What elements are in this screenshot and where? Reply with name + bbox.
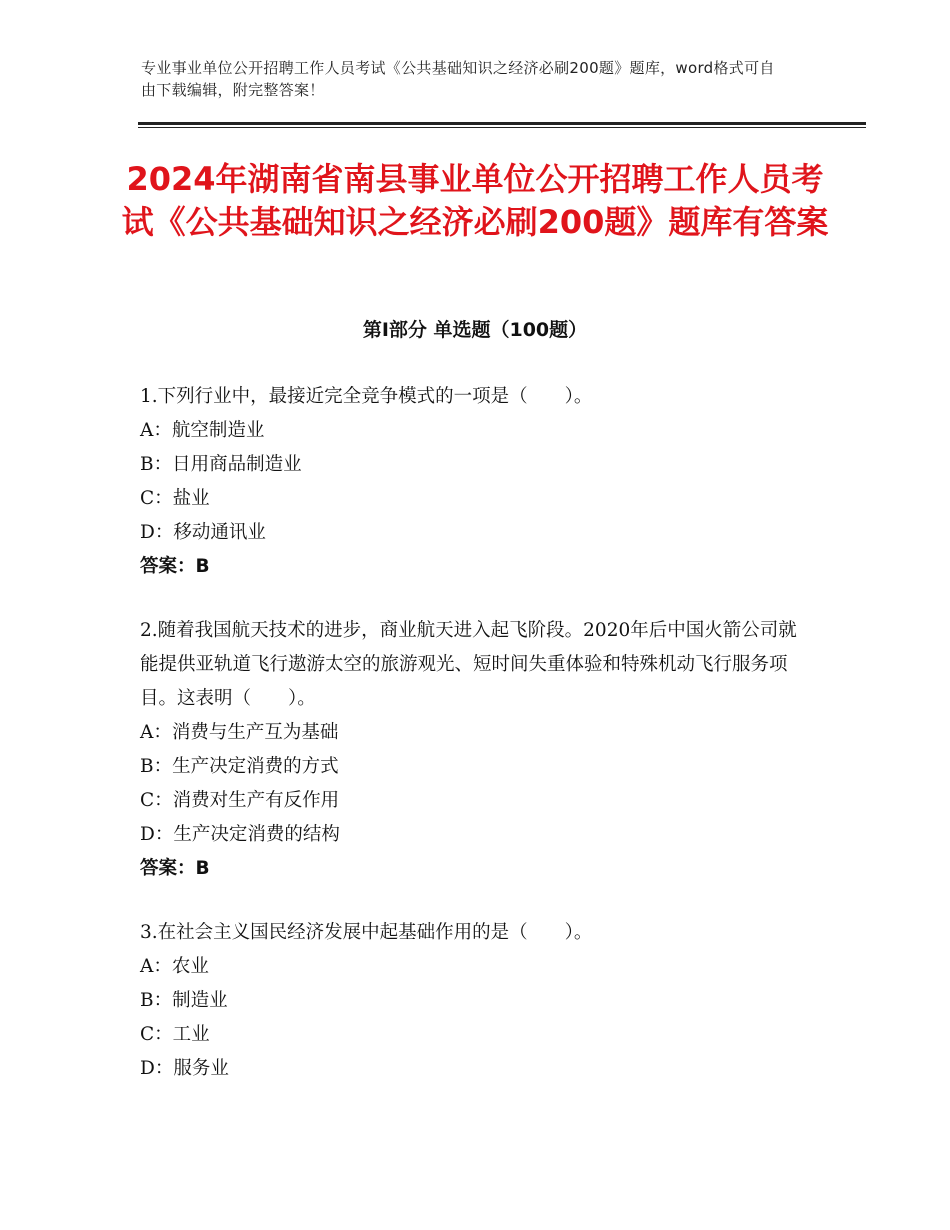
option-b: B：制造业 bbox=[140, 990, 228, 1011]
header-rule-thin bbox=[138, 127, 866, 128]
option-b: B：生产决定消费的方式 bbox=[140, 756, 339, 777]
document-title: 2024年湖南省南县事业单位公开招聘工作人员考试《公共基础知识之经济必刷200题》题库有答案 bbox=[121, 160, 829, 241]
option-c: C：消费对生产有反作用 bbox=[140, 790, 340, 811]
option-a: A：消费与生产互为基础 bbox=[140, 722, 339, 743]
header-rule bbox=[138, 122, 866, 125]
option-c: C：工业 bbox=[140, 1024, 210, 1045]
answer: 答案：B bbox=[140, 556, 210, 577]
option-a: A：航空制造业 bbox=[140, 420, 265, 441]
header-note: 专业事业单位公开招聘工作人员考试《公共基础知识之经济必刷200题》题库，word格式可自由下载编辑，附完整答案！ bbox=[141, 59, 775, 99]
option-b: B：日用商品制造业 bbox=[140, 454, 302, 475]
section-title: 第Ⅰ部分 单选题（100题） bbox=[362, 319, 588, 341]
option-c: C：盐业 bbox=[140, 488, 210, 509]
answer: 答案：B bbox=[140, 858, 210, 879]
question-stem: 1.下列行业中，最接近完全竞争模式的一项是（ ）。 bbox=[140, 386, 593, 407]
option-d: D：移动通讯业 bbox=[140, 522, 266, 543]
option-d: D：服务业 bbox=[140, 1058, 229, 1079]
question-3 bbox=[140, 916, 820, 1086]
question-stem: 2.随着我国航天技术的进步，商业航天进入起飞阶段。2020年后中国火箭公司就能提供亚轨道飞行遨游太空的旅游观光、短时间失重体验和特殊机动飞行服务项目。这表明（ ）。 bbox=[140, 620, 797, 709]
question-1 bbox=[140, 380, 820, 584]
question-stem: 3.在社会主义国民经济发展中起基础作用的是（ ）。 bbox=[140, 922, 593, 943]
question-list bbox=[140, 380, 820, 1116]
option-a: A：农业 bbox=[140, 956, 209, 977]
option-d: D：生产决定消费的结构 bbox=[140, 824, 340, 845]
question-2 bbox=[140, 614, 820, 886]
